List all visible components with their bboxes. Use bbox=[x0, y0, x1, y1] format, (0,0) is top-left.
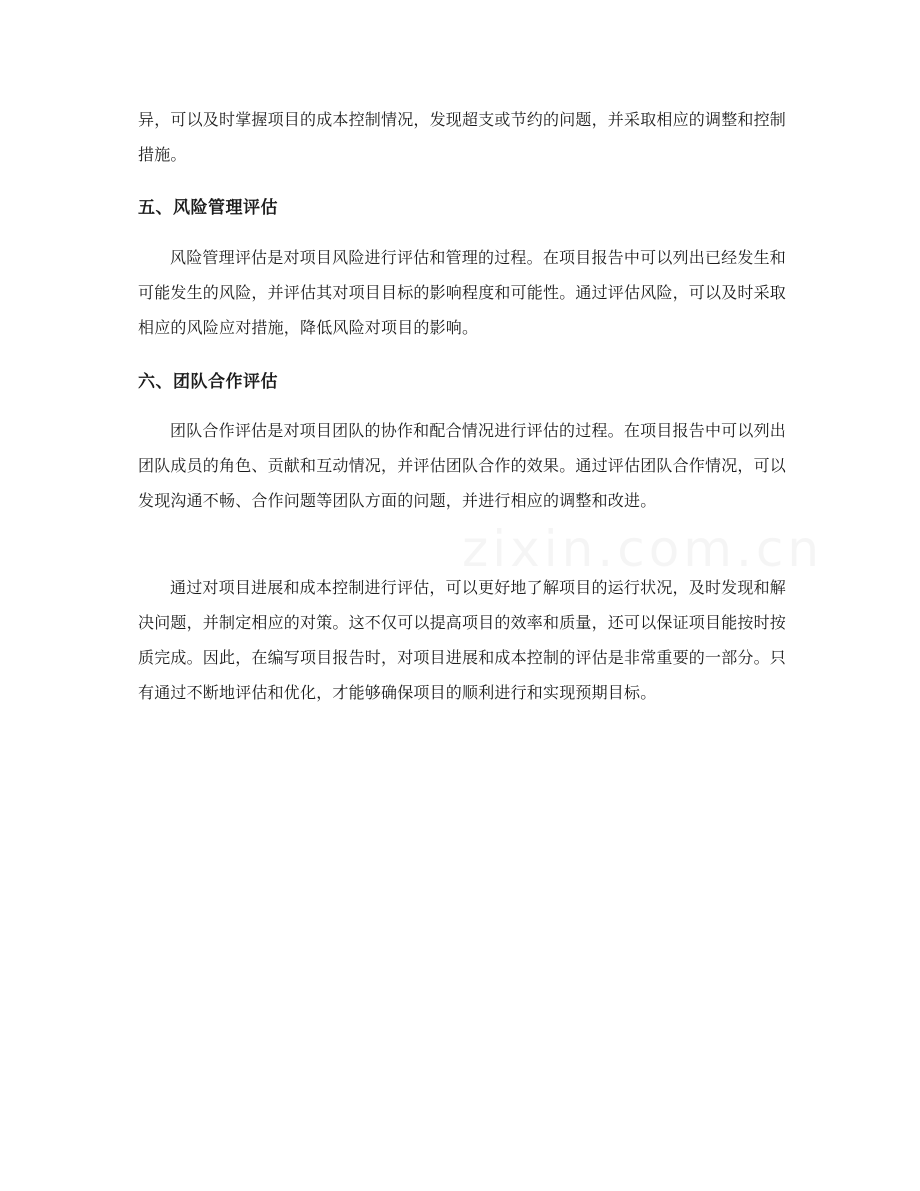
section-heading-risk: 五、风险管理评估 bbox=[138, 198, 278, 218]
continuation-paragraph: 异，可以及时掌握项目的成本控制情况，发现超支或节约的问题，并采取相应的调整和控制措施。 bbox=[138, 110, 787, 164]
conclusion-paragraph: 通过对项目进展和成本控制进行评估，可以更好地了解项目的运行状况，及时发现和解决问题，并制定相应的对策。这不仅可以提高项目的效率和质量，还可以保证项目能按时按质完成。因此，在编写项目报告时，对项目进展和成本控制的评估是非常重要的一部分。只有通过不断地评估和优化，才能够确保项目的顺利进行和实现预期目标。 bbox=[138, 578, 787, 702]
section-heading-team: 六、团队合作评估 bbox=[138, 372, 278, 392]
risk-paragraph: 风险管理评估是对项目风险进行评估和管理的过程。在项目报告中可以列出已经发生和可能发生的风险，并评估其对项目目标的影响程度和可能性。通过评估风险，可以及时采取相应的风险应对措施，降低风险对项目的影响。 bbox=[138, 248, 787, 337]
team-paragraph: 团队合作评估是对项目团队的协作和配合情况进行评估的过程。在项目报告中可以列出团队成员的角色、贡献和互动情况，并评估团队合作的效果。通过评估团队合作情况，可以发现沟通不畅、合作问题等团队方面的问题，并进行相应的调整和改进。 bbox=[138, 421, 787, 510]
